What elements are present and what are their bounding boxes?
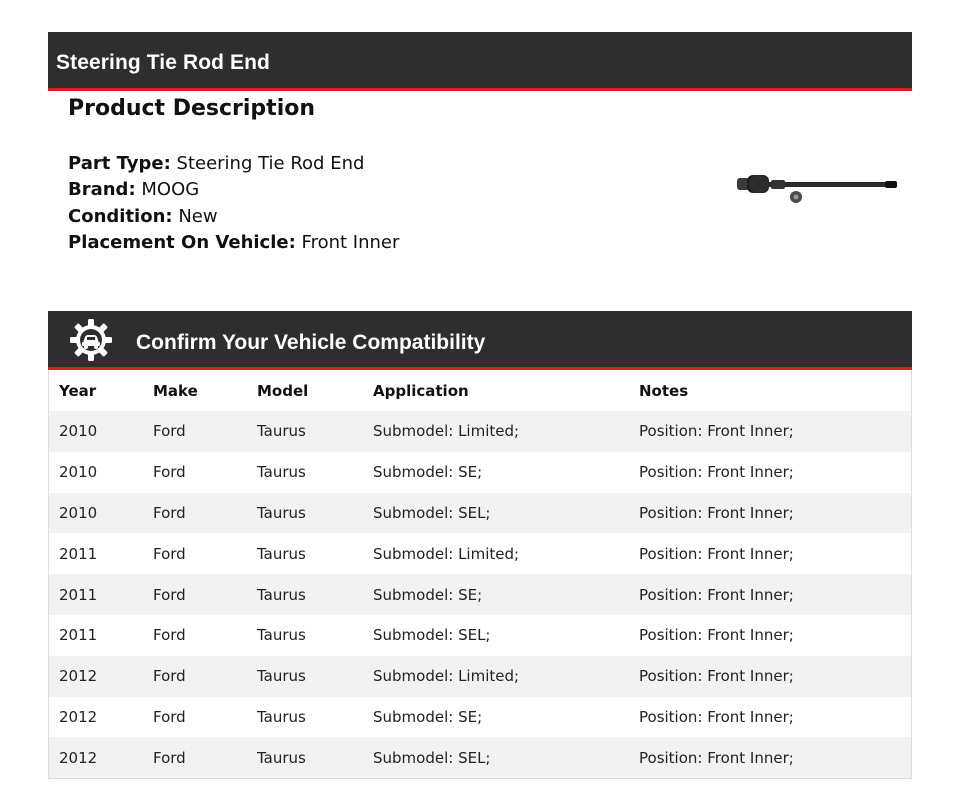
cell-application: Submodel: SE; — [373, 463, 483, 482]
column-header-make: Make — [153, 381, 198, 400]
cell-model: Taurus — [257, 585, 306, 604]
table-row — [49, 533, 911, 574]
cell-notes: Position: Front Inner; — [639, 544, 794, 563]
table-row — [49, 697, 911, 738]
cell-make: Ford — [153, 667, 186, 686]
table-row — [49, 737, 911, 778]
cell-application: Submodel: SE; — [373, 707, 483, 726]
cell-year: 2011 — [59, 626, 98, 645]
prop-key: Part Type: — [68, 153, 171, 174]
cell-model: Taurus — [257, 748, 306, 767]
prop-value: New — [178, 205, 218, 227]
cell-application: Submodel: SE; — [373, 585, 483, 604]
prop-value: MOOG — [141, 179, 200, 201]
cell-model: Taurus — [257, 463, 306, 482]
cell-application: Submodel: SEL; — [373, 748, 491, 767]
prop-key: Brand: — [68, 179, 136, 201]
prop-placement — [68, 230, 399, 256]
cell-application: Submodel: SEL; — [373, 503, 491, 522]
cell-model: Taurus — [257, 707, 306, 726]
cell-year: 2012 — [59, 748, 98, 767]
prop-condition — [68, 204, 399, 230]
cell-notes: Position: Front Inner; — [639, 463, 794, 482]
cell-model: Taurus — [257, 544, 306, 563]
cell-make: Ford — [153, 544, 186, 563]
column-header-notes: Notes — [639, 381, 689, 400]
cell-model: Taurus — [257, 503, 306, 522]
column-header-application: Application — [373, 381, 469, 400]
cell-application: Submodel: Limited; — [373, 422, 520, 441]
cell-notes: Position: Front Inner; — [639, 503, 794, 522]
cell-year: 2011 — [59, 544, 98, 563]
cell-year: 2010 — [59, 422, 98, 441]
cell-model: Taurus — [257, 667, 306, 686]
prop-value: Front Inner — [301, 232, 400, 254]
cell-year: 2011 — [59, 585, 98, 604]
table-row — [49, 411, 911, 452]
table-row — [49, 452, 911, 493]
cell-make: Ford — [153, 422, 186, 441]
table-row — [49, 574, 911, 615]
cell-notes: Position: Front Inner; — [639, 707, 794, 726]
cell-year: 2010 — [59, 463, 98, 482]
cell-model: Taurus — [257, 626, 306, 645]
prop-key: Condition: — [68, 205, 173, 227]
cell-application: Submodel: Limited; — [373, 544, 520, 563]
cell-notes: Position: Front Inner; — [639, 626, 794, 645]
description-heading: Product Description — [68, 96, 316, 121]
column-header-model: Model — [257, 381, 309, 400]
gear-car-icon — [70, 319, 112, 361]
column-header-year: Year — [59, 381, 97, 400]
cell-application: Submodel: Limited; — [373, 667, 520, 686]
table-row — [49, 493, 911, 534]
product-title-bar — [48, 32, 912, 91]
product-properties — [68, 151, 399, 257]
prop-key: Placement On Vehicle: — [68, 232, 296, 254]
prop-value: Steering Tie Rod End — [176, 153, 365, 174]
cell-model: Taurus — [257, 422, 306, 441]
cell-year: 2012 — [59, 667, 98, 686]
cell-make: Ford — [153, 626, 186, 645]
cell-notes: Position: Front Inner; — [639, 422, 794, 441]
compatibility-bar — [48, 311, 912, 370]
cell-make: Ford — [153, 585, 186, 604]
cell-notes: Position: Front Inner; — [639, 748, 794, 767]
cell-make: Ford — [153, 707, 186, 726]
cell-notes: Position: Front Inner; — [639, 667, 794, 686]
cell-make: Ford — [153, 503, 186, 522]
compatibility-table — [48, 370, 912, 779]
prop-brand — [68, 177, 399, 203]
cell-notes: Position: Front Inner; — [639, 585, 794, 604]
cell-make: Ford — [153, 463, 186, 482]
cell-make: Ford — [153, 748, 186, 767]
cell-application: Submodel: SEL; — [373, 626, 491, 645]
table-row — [49, 615, 911, 656]
prop-part-type — [68, 151, 399, 177]
product-title: Steering Tie Rod End — [56, 51, 270, 74]
table-header-row — [49, 370, 911, 411]
compatibility-title: Confirm Your Vehicle Compatibility — [136, 331, 486, 354]
tie-rod-product-image — [735, 170, 900, 206]
table-row — [49, 656, 911, 697]
cell-year: 2012 — [59, 707, 98, 726]
cell-year: 2010 — [59, 503, 98, 522]
